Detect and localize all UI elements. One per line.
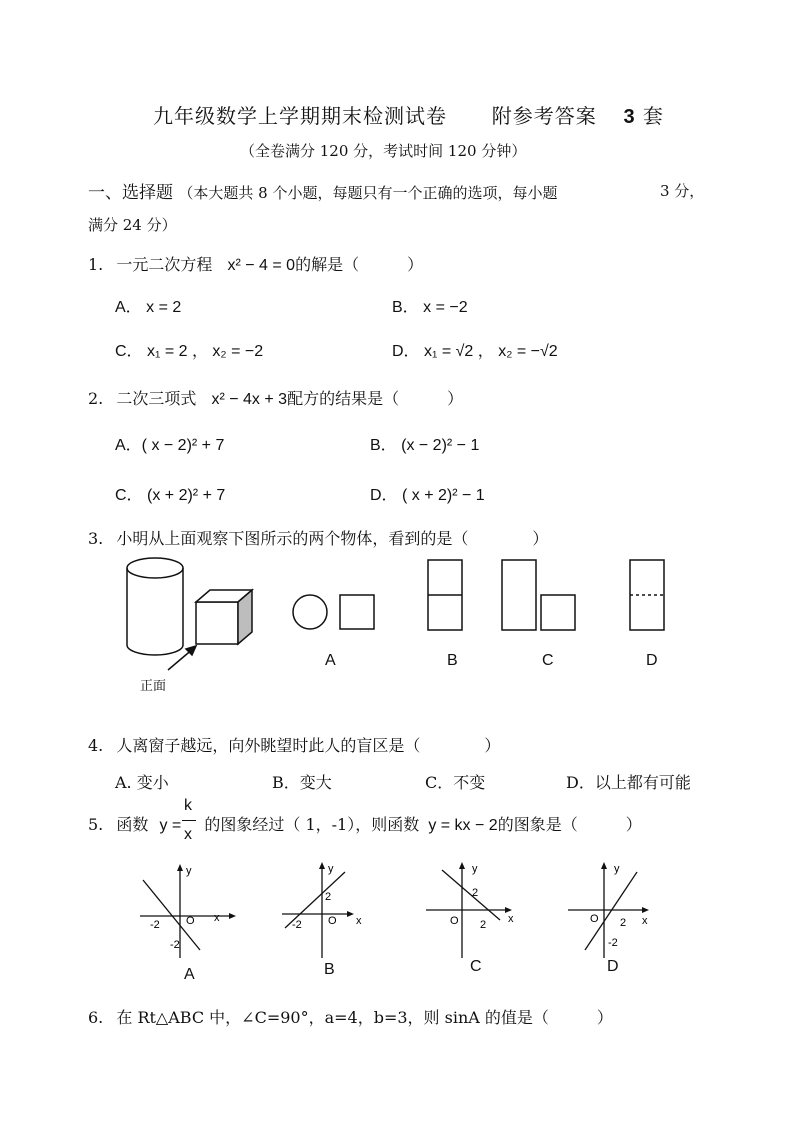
q4-option-d[interactable]: D．以上都有可能 — [566, 773, 691, 792]
q5d-tick-y: -2 — [608, 937, 618, 949]
q4-option-a[interactable]: A. 变小 — [115, 773, 169, 792]
q5d-tick-x: 2 — [620, 917, 627, 929]
q3-label-d: D — [646, 652, 658, 669]
q5-label-c: C — [470, 958, 482, 975]
q5a-axis-x: x — [214, 912, 220, 924]
q5a-origin: O — [186, 915, 195, 927]
q5-graph-c[interactable] — [426, 866, 508, 958]
q5-text-post: 的图象是（ ） — [497, 815, 642, 834]
question-5 — [88, 812, 642, 835]
title-main: 九年级数学上学期期末检测试卷 — [153, 104, 447, 128]
q2-number: 2. — [88, 389, 104, 408]
section-desc-line1: （本大题共 8 个小题，每题只有一个正确的选项，每小题 — [178, 184, 558, 202]
front-label: 正面 — [140, 679, 167, 694]
q5b-axis-x: x — [356, 915, 362, 927]
q5c-axis-x: x — [508, 913, 514, 925]
q5d-axis-x: x — [642, 915, 648, 927]
q5c-axis-y: y — [472, 863, 478, 875]
q1-option-b[interactable]: B． x = −2 — [392, 299, 468, 316]
q1-number: 1. — [88, 255, 104, 274]
q5c-tick-y: 2 — [472, 887, 479, 899]
section-desc-line2: 满分 24 分） — [88, 216, 177, 234]
page-subtitle: （全卷满分 120 分，考试时间 120 分钟） — [240, 142, 527, 160]
q5a-tick-x: -2 — [150, 919, 160, 931]
q5a-tick-y: -2 — [170, 939, 180, 951]
q3-option-a-figure[interactable] — [293, 595, 374, 629]
cube-figure — [196, 590, 252, 644]
q5-label-a: A — [184, 966, 195, 983]
q3-option-d-figure[interactable] — [630, 560, 664, 630]
q5b-origin: O — [328, 915, 337, 927]
q1-equation: x² − 4 = 0 — [227, 257, 296, 274]
page-title — [153, 100, 664, 129]
q3-option-c-figure[interactable] — [502, 560, 575, 630]
q5-label-d: D — [607, 958, 619, 975]
q2-option-a[interactable]: A．( x − 2)² + 7 — [115, 437, 225, 454]
q5d-origin: O — [590, 913, 599, 925]
q5d-axis-y: y — [614, 863, 620, 875]
q5-text-pre: 函数 — [116, 815, 149, 834]
question-6 — [88, 1005, 613, 1028]
question-3 — [88, 526, 548, 549]
q2-equation: x² − 4x + 3 — [211, 391, 288, 408]
section-heading-text: 一、选择题 — [88, 183, 173, 203]
q5-graph-d[interactable] — [568, 866, 645, 958]
q3-label-c: C — [542, 652, 554, 669]
q5b-axis-y: y — [328, 863, 334, 875]
q5-equation-2: y = kx − 2 — [428, 817, 498, 834]
q6-text: 在 Rt△ABC 中，∠C=90°，a=4，b=3，则 sinA 的值是（ ） — [116, 1008, 613, 1027]
q4-option-b[interactable]: B．变大 — [272, 773, 332, 792]
q2-text-post: 配方的结果是（ ） — [287, 389, 464, 408]
q4-number: 4. — [88, 736, 104, 755]
q5c-origin: O — [450, 915, 459, 927]
q5a-axis-y: y — [186, 865, 192, 877]
section-heading — [88, 178, 558, 203]
q4-text: 人离窗子越远，向外眺望时此人的盲区是（ ） — [116, 736, 501, 755]
q5-frac-bar — [182, 820, 196, 821]
q6-number: 6. — [88, 1008, 104, 1027]
title-suffix: 附参考答案 — [491, 104, 597, 128]
q1-text-post: 的解是（ ） — [295, 255, 424, 274]
title-tail: 套 — [642, 104, 664, 128]
q1-option-d[interactable]: D． x₁ = √2 ， x₂ = −√2 — [392, 343, 558, 360]
q3-text: 小明从上面观察下图所示的两个物体，看到的是（ ） — [116, 529, 549, 548]
q2-option-d[interactable]: D． ( x + 2)² − 1 — [370, 487, 485, 504]
q2-option-c[interactable]: C． (x + 2)² + 7 — [115, 487, 226, 504]
q5b-tick-y: 2 — [325, 891, 332, 903]
q5-text-mid: 的图象经过（ 1，-1），则函数 — [204, 815, 420, 834]
q5-frac-numerator: k — [184, 797, 192, 814]
title-count: 3 — [623, 106, 636, 128]
cylinder-figure — [127, 558, 183, 655]
q3-figures — [0, 550, 800, 700]
q5-number: 5. — [88, 815, 104, 834]
question-1 — [88, 252, 423, 275]
q5-label-b: B — [324, 961, 335, 978]
q4-option-c[interactable]: C．不变 — [425, 773, 486, 792]
q2-option-b[interactable]: B． (x − 2)² − 1 — [370, 437, 480, 454]
q3-number: 3. — [88, 529, 104, 548]
question-4 — [88, 733, 500, 756]
q3-label-b: B — [447, 652, 458, 669]
section-desc-points: 3 分， — [660, 182, 705, 200]
q1-option-c[interactable]: C． x₁ = 2 ， x₂ = −2 — [115, 343, 264, 360]
q1-option-a[interactable]: A． x = 2 — [115, 299, 182, 316]
question-2 — [88, 386, 463, 409]
q5-graph-b[interactable] — [282, 866, 350, 958]
q2-text: 二次三项式 — [116, 389, 197, 408]
front-arrow — [168, 646, 196, 670]
q3-label-a: A — [325, 652, 336, 669]
q5c-tick-x: 2 — [480, 919, 487, 931]
q5-frac-lhs: y = — [159, 817, 182, 834]
q5-graphs — [0, 858, 800, 968]
q5b-tick-x: -2 — [292, 919, 302, 931]
q3-option-b-figure[interactable] — [428, 560, 462, 630]
q1-text: 一元二次方程 — [116, 255, 213, 274]
q5-frac-denominator: x — [184, 826, 192, 843]
